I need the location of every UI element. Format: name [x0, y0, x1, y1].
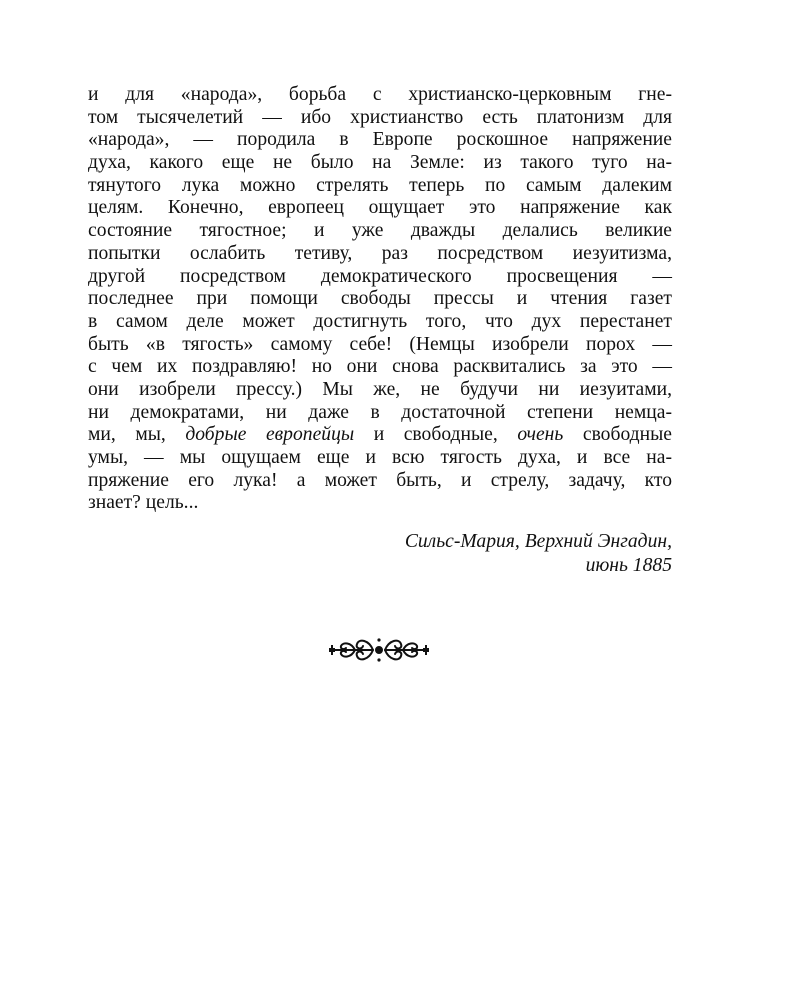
- text-segment: и свободные,: [354, 424, 518, 446]
- text-segment: тянутого лука можно стрелять теперь по самым далеким: [88, 174, 672, 196]
- text-segment: другой посредством демократического просвещения —: [88, 265, 672, 287]
- text-line: [88, 334, 672, 357]
- text-line: [88, 152, 672, 175]
- text-segment: попытки ослабить тетиву, раз посредством иезуитизма,: [88, 242, 672, 264]
- text-line: [88, 424, 672, 447]
- text-line: [88, 470, 672, 493]
- text-line: [88, 311, 672, 334]
- text-line: [88, 447, 672, 470]
- signature-block: [405, 530, 672, 578]
- text-segment: целям. Конечно, европеец ощущает это напряжение как: [88, 197, 672, 219]
- text-line: [88, 402, 672, 425]
- text-segment: том тысячелетий — ибо христианство есть платонизм для: [88, 106, 672, 128]
- signature-date: июнь 1885: [585, 555, 672, 576]
- text-line: [88, 84, 672, 107]
- text-segment: духа, какого еще не было на Земле: из такого туго на-: [88, 152, 672, 174]
- text-line: [88, 243, 672, 266]
- text-segment: свободные: [563, 424, 672, 446]
- signature-place: Сильс-Мария, Верхний Энгадин,: [404, 531, 672, 552]
- text-segment: быть «в тягость» самому себе! (Немцы изобрели порох —: [88, 333, 672, 355]
- text-segment: пряжение его лука! а может быть, и стрелу, задачу, кто: [88, 469, 672, 491]
- text-segment: ми, мы,: [88, 424, 186, 446]
- italic-phrase: добрые европейцы: [185, 424, 355, 446]
- text-line: [88, 356, 672, 379]
- text-line: [88, 175, 672, 198]
- text-line: [88, 379, 672, 402]
- text-line: [88, 220, 672, 243]
- text-segment: знает? цель...: [88, 492, 199, 514]
- text-segment: состояние тягостное; и уже дважды делались великие: [88, 220, 672, 242]
- text-segment: и для «народа», борьба с христианско-церковным гне-: [88, 84, 672, 105]
- main-text: [88, 84, 672, 515]
- text-segment: последнее при помощи свободы прессы и чтения газет: [88, 288, 672, 310]
- text-segment: ни демократами, ни даже в достаточной степени немца-: [88, 401, 672, 423]
- text-line: [88, 288, 672, 311]
- text-line: [88, 266, 672, 289]
- scroll-flourish-ornament-icon: [327, 632, 431, 668]
- text-line: [88, 107, 672, 130]
- text-segment: они изобрели прессу.) Мы же, не будучи ни иезуитами,: [88, 378, 672, 400]
- text-segment: «народа», — породила в Европе роскошное напряжение: [88, 129, 672, 151]
- text-segment: умы, — мы ощущаем еще и всю тягость духа, и все на-: [88, 447, 672, 468]
- text-line: [88, 492, 672, 515]
- text-segment: с чем их поздравляю! но они снова расквитались за это —: [88, 356, 672, 378]
- italic-phrase: очень: [517, 424, 564, 446]
- text-line: [88, 197, 672, 220]
- text-segment: в самом деле может достигнуть того, что дух перестанет: [88, 310, 672, 332]
- text-line: [88, 129, 672, 152]
